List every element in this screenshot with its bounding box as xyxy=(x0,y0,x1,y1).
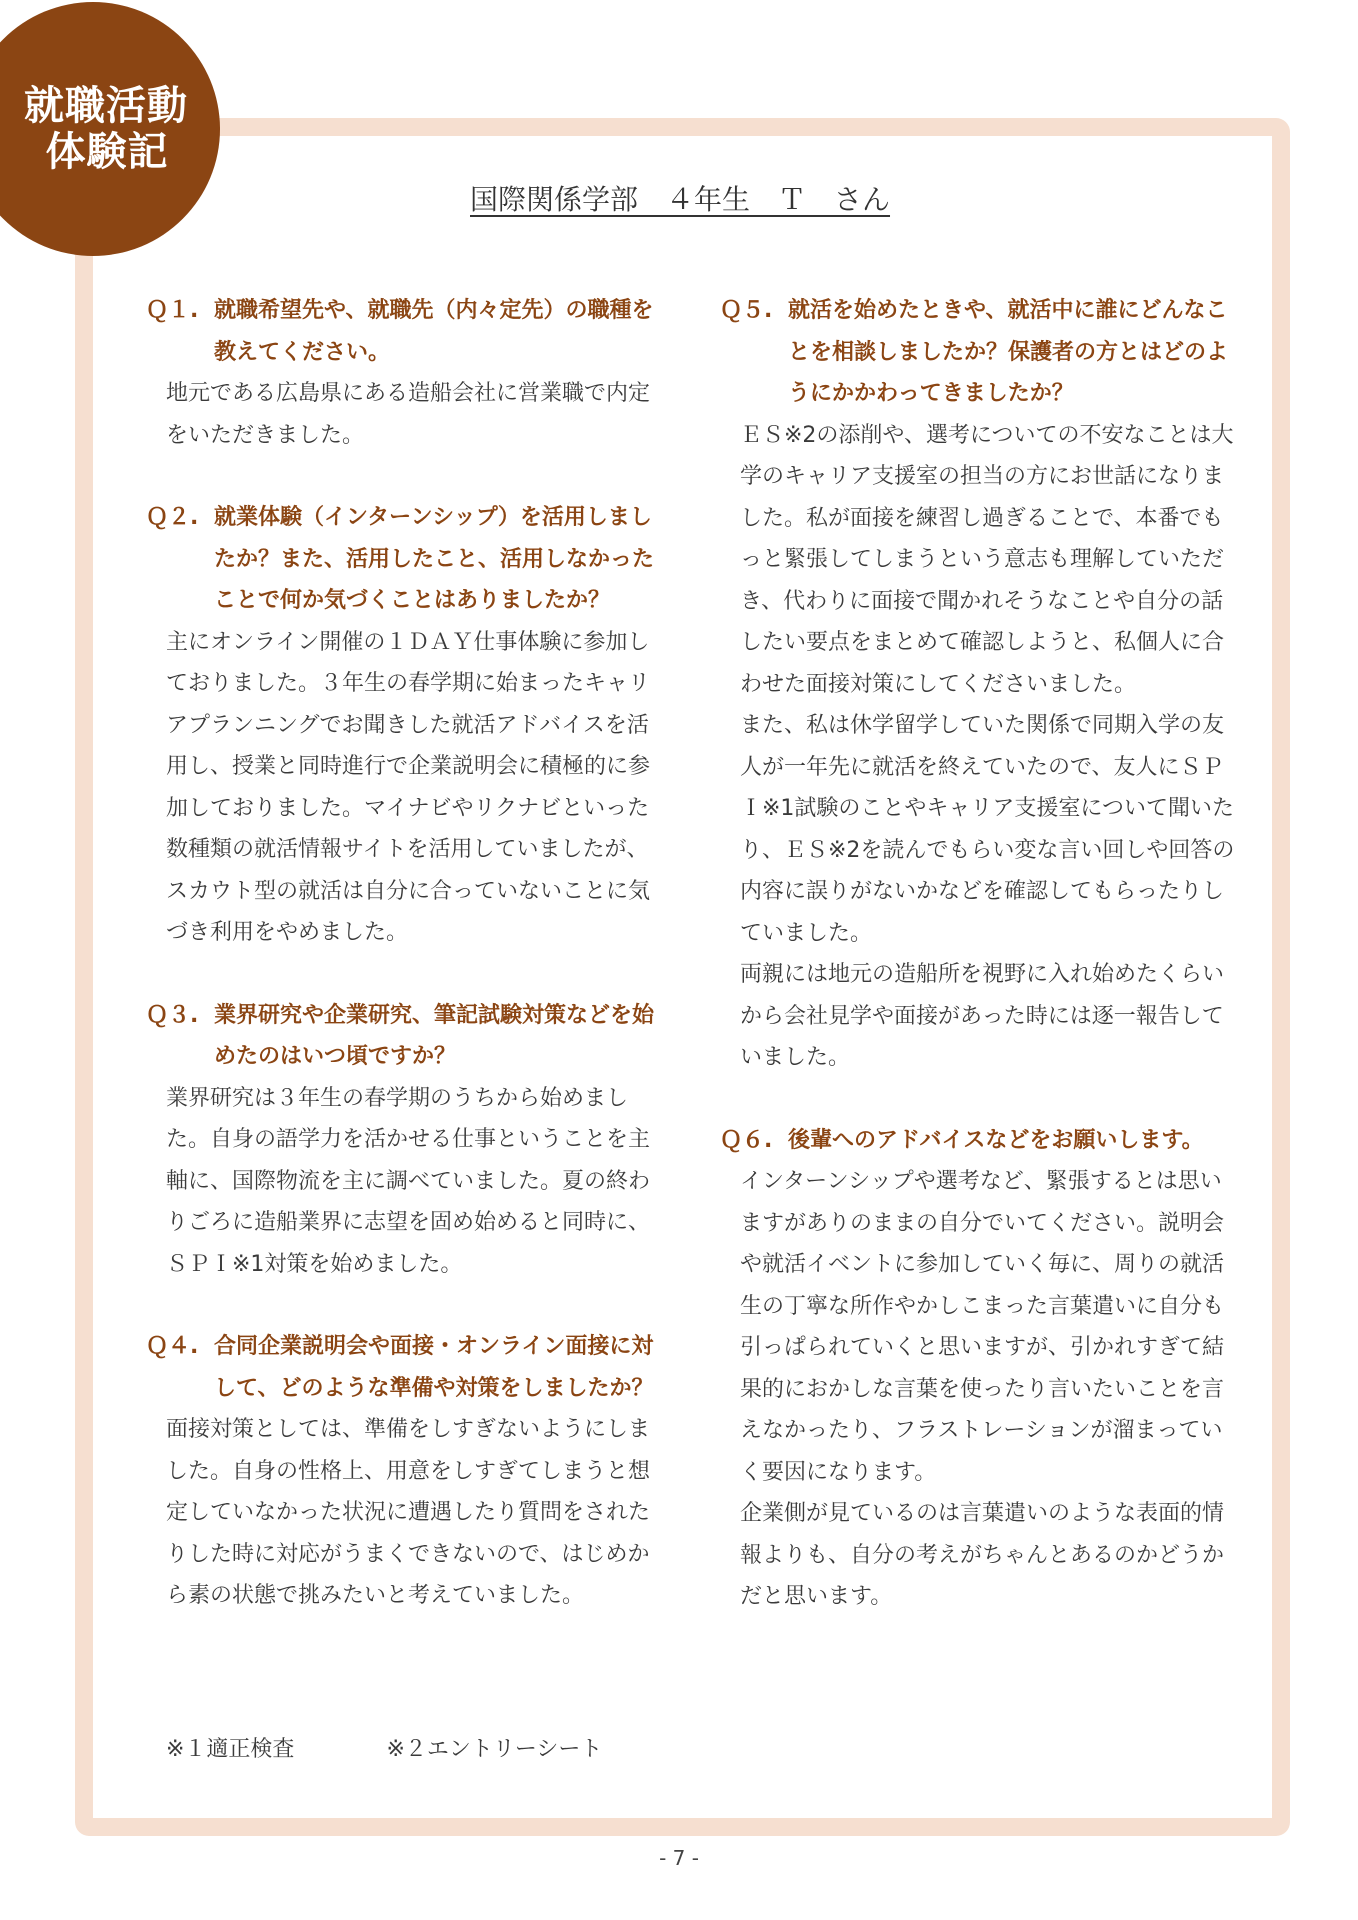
left-column xyxy=(146,290,656,1658)
qa-item xyxy=(146,1326,656,1617)
qa-item xyxy=(146,290,656,456)
question xyxy=(146,1326,656,1409)
right-column xyxy=(720,290,1240,1659)
question-number: Ｑ５. xyxy=(720,298,773,323)
footnote-1: ※１適正検査 xyxy=(166,1737,295,1762)
footnote-2: ※２エントリーシート xyxy=(386,1737,603,1762)
question-number: Ｑ１. xyxy=(146,298,199,323)
answer-paragraph: また、私は休学留学していた関係で同期入学の友人が一年先に就活を終えていたので、友人にＳＰＩ※1試験のことやキャリア支援室について聞いたり、ＥＳ※2を読んでもらい変な言い回しや回答の内容に誤りがないかなどを確認してもらったりしていました。 xyxy=(740,713,1235,946)
question xyxy=(720,1120,1240,1162)
answer xyxy=(720,1161,1240,1618)
answer-paragraph: 面接対策としては、準備をしすぎないようにしました。自身の性格上、用意をしすぎてしまうと想定していなかった状況に遭遇したり質問をされたりした時に対応がうまくできないので、はじめから素の状態で挑みたいと考えていました。 xyxy=(166,1417,651,1608)
question-text: 後輩へのアドバイスなどをお願いします。 xyxy=(788,1127,1204,1153)
qa-item xyxy=(146,497,656,954)
question xyxy=(146,497,656,622)
question-number: Ｑ３. xyxy=(146,1002,199,1028)
question xyxy=(720,290,1240,415)
page-number: - 7 - xyxy=(659,1846,699,1870)
answer xyxy=(146,622,656,954)
question xyxy=(146,995,656,1078)
page-title: 国際関係学部 ４年生 Ｔ さん xyxy=(470,183,891,216)
answer xyxy=(720,415,1240,1079)
qa-item xyxy=(720,290,1240,1079)
footnotes xyxy=(166,1735,602,1765)
answer xyxy=(146,1078,656,1286)
question-number: Ｑ４. xyxy=(146,1334,199,1359)
question-text: 業界研究や企業研究、筆記試験対策などを始めたのはいつ頃ですか？ xyxy=(214,1002,655,1069)
question-number: Ｑ２. xyxy=(146,505,199,530)
question-number: Ｑ６. xyxy=(720,1127,773,1153)
answer-paragraph: 地元である広島県にある造船会社に営業職で内定をいただきました。 xyxy=(166,381,651,448)
answer xyxy=(146,373,656,456)
answer-paragraph: 業界研究は３年生の春学期のうちから始めました。自身の語学力を活かせる仕事ということを主軸に、国際物流を主に調べていました。夏の終わりごろに造船業界に志望を固め始めると同時に、ＳＰＩ※1対策を始めました。 xyxy=(166,1085,651,1277)
answer xyxy=(146,1409,656,1617)
answer-paragraph: インターンシップや選考など、緊張するとは思いますがありのままの自分でいてください。説明会や就活イベントに参加していく毎に、周りの就活生の丁寧な所作やかしこまった言葉遣いに自分も引っぱられていくと思いますが、引かれすぎて結果的におかしな言葉を使ったり言いたいことを言えなかったり、フラストレーションが溜まっていく要因になります。 xyxy=(740,1169,1225,1485)
question-text: 就業体験（インターンシップ）を活用しましたか？また、活用したこと、活用しなかったことで何か気づくことはありましたか？ xyxy=(214,505,655,613)
answer-paragraph: 両親には地元の造船所を視野に入れ始めたくらいから会社見学や面接があった時には逐一報告していました。 xyxy=(740,962,1225,1070)
badge-line-1: 就職活動 xyxy=(24,83,188,129)
question-text: 就活を始めたときや、就活中に誰にどんなことを相談しましたか？保護者の方とはどのようにかかわってきましたか？ xyxy=(788,298,1229,406)
answer-paragraph: 企業側が見ているのは言葉遣いのような表面的情報よりも、自分の考えがちゃんとあるのかどうかだと思います。 xyxy=(740,1501,1225,1609)
qa-item xyxy=(720,1120,1240,1618)
answer-paragraph: 主にオンライン開催の１ＤＡＹ仕事体験に参加しておりました。３年生の春学期に始まったキャリアプランニングでお聞きした就活アドバイスを活用し、授業と同時進行で企業説明会に積極的に参加しておりました。マイナビやリクナビといった数種類の就活情報サイトを活用していましたが、スカウト型の就活は自分に合っていないことに気づき利用をやめました。 xyxy=(166,629,651,945)
question-text: 合同企業説明会や面接・オンライン面接に対して、どのような準備や対策をしましたか？ xyxy=(214,1334,654,1401)
answer-paragraph: ＥＳ※2の添削や、選考についての不安なことは大学のキャリア支援室の担当の方にお世話になりました。私が面接を練習し過ぎることで、本番でもっと緊張してしまうという意志も理解していただき、代わりに面接で聞かれそうなことや自分の話したい要点をまとめて確認しようと、私個人に合わせた面接対策にしてくださいました。 xyxy=(740,422,1234,697)
badge-line-2: 体験記 xyxy=(45,129,169,175)
question-text: 就職希望先や、就職先（内々定先）の職種を教えてください。 xyxy=(214,298,654,365)
qa-item xyxy=(146,995,656,1286)
question xyxy=(146,290,656,373)
